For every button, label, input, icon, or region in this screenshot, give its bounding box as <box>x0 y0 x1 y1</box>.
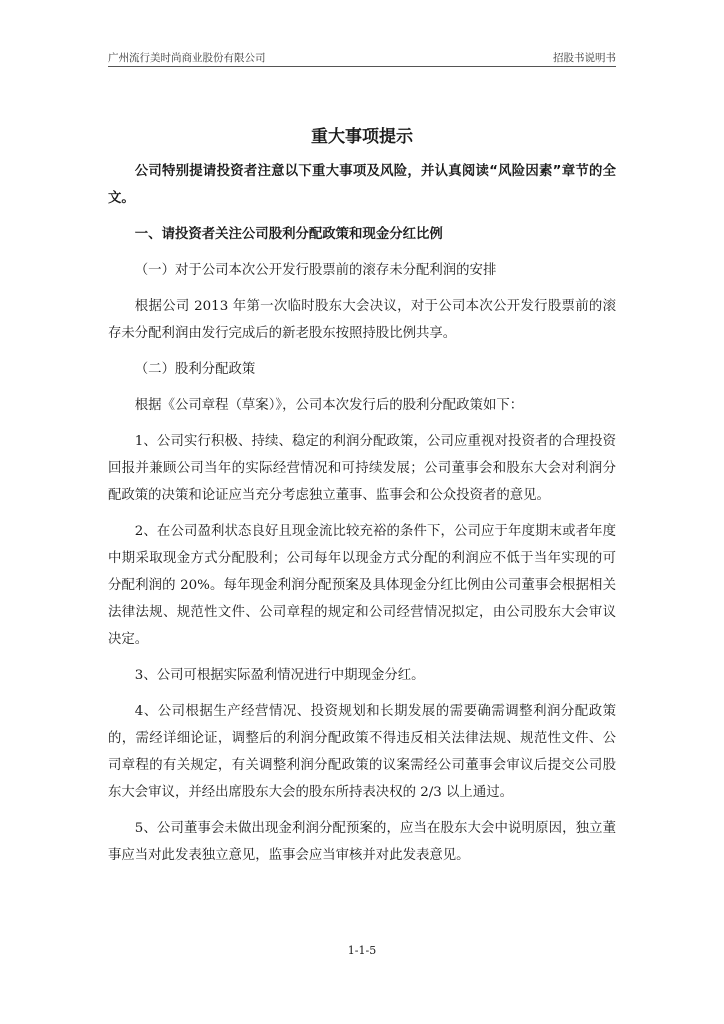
policy-item-5: 5、公司董事会未做出现金利润分配预案的，应当在股东大会中说明原因，独立董事应当对此发表独立意见，监事会应当审核并对此发表意见。 <box>108 821 616 863</box>
header-company-name: 广州流行美时尚商业股份有限公司 <box>108 52 266 64</box>
subsection-heading: （二）股利分配政策 <box>134 362 256 377</box>
body-paragraph: 根据公司 2013 年第一次临时股东大会决议，对于公司本次公开发行股票前的滚存未分配利润由发行完成后的新老股东按照持股比例共享。 <box>108 299 616 341</box>
body-paragraph: 根据《公司章程（草案）》，公司本次发行后的股利分配政策如下： <box>134 398 524 413</box>
page-header <box>108 50 616 67</box>
subsection-heading: （一）对于公司本次公开发行股票前的滚存未分配利润的安排 <box>134 263 497 278</box>
section-heading: 一、请投资者关注公司股利分配政策和现金分红比例 <box>134 227 443 242</box>
policy-item-3: 3、公司可根据实际盈利情况进行中期现金分红。 <box>134 668 425 683</box>
document-body <box>108 158 616 878</box>
policy-item-4: 4、公司根据生产经营情况、投资规划和长期发展的需要确需调整利润分配政策的，需经详细论证，调整后的利润分配政策不得违反相关法律法规、规范性文件、公司章程的有关规定，有关调整利润分配政策的议案需经公司董事会审议后提交公司股东大会审议，并经出席股东大会的股东所持表决权的 2/3 以上通过。 <box>108 704 616 800</box>
header-document-type: 招股书说明书 <box>553 52 616 64</box>
page-title: 重大事项提示 <box>311 127 413 147</box>
policy-item-1: 1、公司实行积极、持续、稳定的利润分配政策，公司应重视对投资者的合理投资回报并兼顾公司当年的实际经营情况和可持续发展；公司董事会和股东大会对利润分配政策的决策和论证应当充分考虑独立董事、监事会和公众投资者的意见。 <box>108 434 616 503</box>
intro-paragraph: 公司特别提请投资者注意以下重大事项及风险，并认真阅读“风险因素”章节的全文。 <box>108 164 616 206</box>
page-number: 1-1-5 <box>347 944 377 957</box>
policy-item-2: 2、在公司盈利状态良好且现金流比较充裕的条件下，公司应于年度期末或者年度中期采取现金方式分配股利；公司每年以现金方式分配的利润应不低于当年实现的可分配利润的 20%。每年现金利润分配预案及具体现金分红比例由公司董事会根据相关法律法规、规范性文件、公司章程的规定和公司经营情况拟定，由公司股东大会审议决定。 <box>108 524 616 647</box>
